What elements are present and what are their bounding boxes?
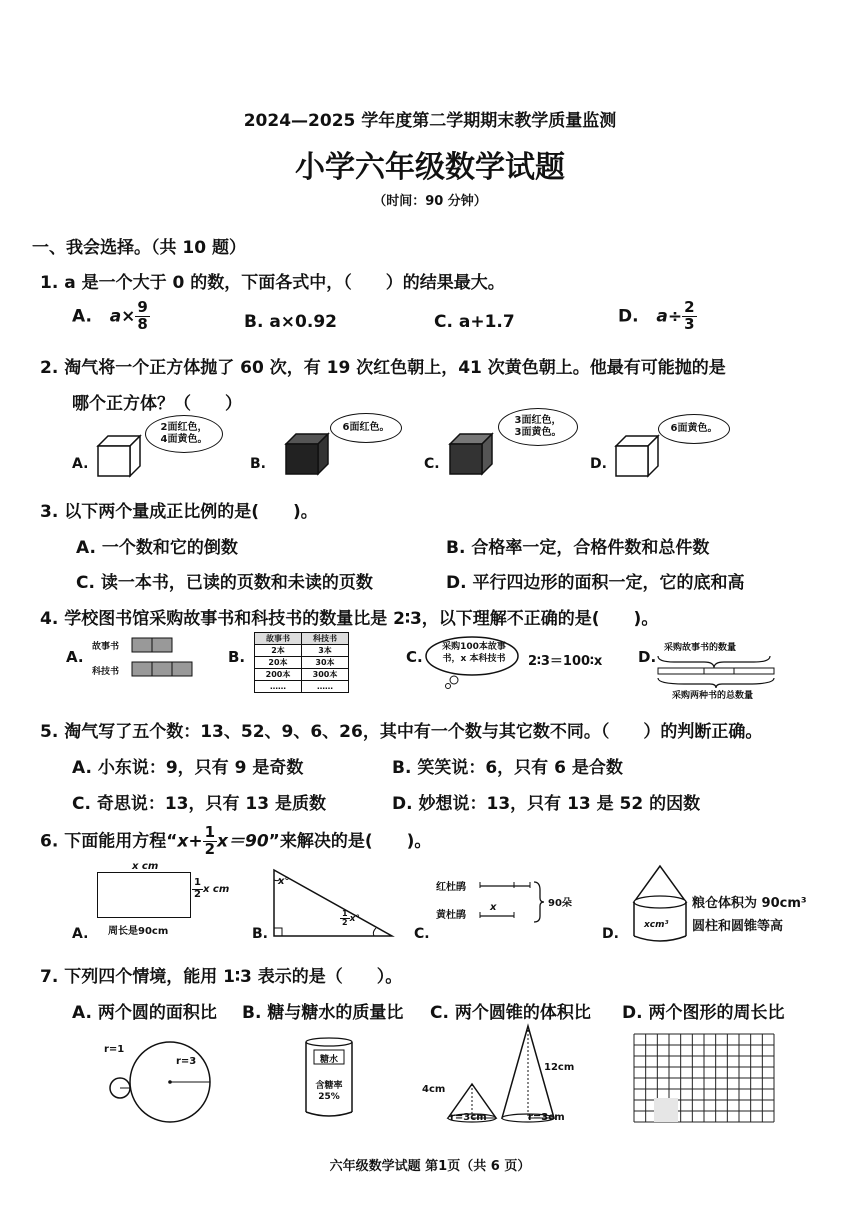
q4-c-equation: 2∶3＝100∶x bbox=[528, 654, 603, 669]
two-cones-icon bbox=[440, 1022, 590, 1126]
q6-d-line1: 粮仓体积为 90cm³ bbox=[692, 896, 807, 911]
table-cell: 科技书 bbox=[302, 633, 349, 645]
q2-c-bubble-line1: 3面红色， bbox=[514, 415, 562, 426]
q2-a-speech-bubble bbox=[145, 415, 223, 453]
table-cell: 30本 bbox=[302, 657, 349, 669]
q1-option-d bbox=[618, 300, 697, 333]
q7-cup-line1: 含糖率 bbox=[315, 1081, 343, 1091]
q4-c-cloud-line1: 采购100本故事 bbox=[442, 642, 506, 652]
q2-b-speech-bubble: 6面红色。 bbox=[330, 413, 402, 443]
q7-large-cone-height: 12cm bbox=[544, 1062, 575, 1073]
q1-a-numerator: 9 bbox=[137, 298, 148, 316]
q7-cup-line2: 25% bbox=[318, 1092, 340, 1102]
question-7-stem: 7. 下列四个情境，能用 1∶3 表示的是（ ）。 bbox=[40, 967, 403, 987]
q6-b-denominator: 2 bbox=[342, 918, 348, 928]
question-3-stem: 3. 以下两个量成正比例的是( )。 bbox=[40, 502, 318, 522]
table-cell: …… bbox=[302, 681, 349, 693]
q1-d-denominator: 3 bbox=[684, 314, 695, 333]
q6-c-red-label: 红杜鹃 bbox=[436, 882, 466, 893]
table-cell: 200本 bbox=[255, 669, 302, 681]
table-cell: 20本 bbox=[255, 657, 302, 669]
q6-stem-pre: 6. 下面能用方程“ bbox=[40, 831, 178, 852]
q7-large-radius: r=3 bbox=[176, 1056, 197, 1067]
q3-option-c: C. 读一本书，已读的页数和未读的页数 bbox=[76, 573, 373, 593]
q7-option-d: D. 两个图形的周长比 bbox=[622, 1003, 785, 1023]
q1-option-a bbox=[72, 300, 150, 333]
exam-main-title: 小学六年级数学试题 bbox=[295, 150, 565, 185]
table-row bbox=[255, 681, 349, 693]
q6-a-rectangle bbox=[97, 872, 191, 918]
question-1-stem: 1. a 是一个大于 0 的数，下面各式中，（ ）的结果最大。 bbox=[40, 273, 505, 293]
q6-eq-rest: x＝90 bbox=[217, 831, 269, 852]
q4-b-table-wrap bbox=[254, 632, 349, 693]
q6-c-yellow-label: 黄杜鹃 bbox=[436, 910, 466, 921]
q3-option-a: A. 一个数和它的倒数 bbox=[76, 538, 238, 558]
q6-eq-denominator: 2 bbox=[204, 839, 216, 858]
q6-a-side-numerator: 1 bbox=[194, 877, 201, 888]
q4-a-story-label: 故事书 bbox=[92, 642, 120, 652]
q4-a-bar-diagram bbox=[130, 636, 200, 680]
q6-option-c-label: C. bbox=[414, 926, 430, 942]
q7-small-cone-height: 4cm bbox=[422, 1084, 446, 1095]
q1-option-b: B. a×0.92 bbox=[244, 312, 337, 332]
red-cube-icon bbox=[284, 432, 330, 476]
q7-small-cone-radius: r=3cm bbox=[450, 1112, 487, 1123]
q6-b-angle-bottom bbox=[340, 910, 360, 928]
q4-c-cloud-text bbox=[428, 642, 520, 665]
q4-d-segment-diagram bbox=[654, 650, 780, 690]
q1-option-a-label: A. bbox=[72, 306, 92, 327]
q2-a-bubble-line2: 4面黄色。 bbox=[160, 434, 208, 445]
q4-option-a-label: A. bbox=[66, 648, 84, 666]
q4-option-c-label: C. bbox=[406, 648, 423, 666]
q5-option-b: B. 笑笑说：6，只有 6 是合数 bbox=[392, 758, 623, 778]
q7-large-cone-radius: r=3cm bbox=[528, 1112, 565, 1123]
table-row bbox=[255, 657, 349, 669]
q5-option-c: C. 奇思说：13，只有 13 是质数 bbox=[72, 794, 327, 814]
q1-a-denominator: 8 bbox=[137, 314, 148, 333]
q4-d-top-label: 采购故事书的数量 bbox=[664, 643, 737, 653]
q2-option-c-label: C. bbox=[424, 456, 440, 472]
section-title: 一、我会选择。（共 10 题） bbox=[32, 238, 246, 258]
mixed-cube-icon bbox=[448, 432, 494, 476]
q6-b-numerator: 1 bbox=[342, 909, 348, 918]
q4-b-table bbox=[254, 632, 349, 693]
q2-c-speech-bubble bbox=[498, 408, 578, 446]
question-4-stem: 4. 学校图书馆采购故事书和科技书的数量比是 2∶3，以下理解不正确的是( )。 bbox=[40, 609, 659, 629]
q5-option-a: A. 小东说：9，只有 9 是奇数 bbox=[72, 758, 304, 778]
q2-option-a-label: A. bbox=[72, 456, 89, 472]
q4-option-d-label: D. bbox=[638, 648, 657, 666]
square-grid-icon bbox=[630, 1030, 780, 1130]
q2-option-d-label: D. bbox=[590, 456, 607, 472]
yellow-cube-icon bbox=[614, 434, 660, 478]
q7-option-c: C. 两个圆锥的体积比 bbox=[430, 1003, 591, 1023]
q7-option-a: A. 两个圆的面积比 bbox=[72, 1003, 217, 1023]
white-cube-icon bbox=[96, 434, 142, 478]
q1-d-numerator: 2 bbox=[684, 298, 695, 316]
q6-option-d-label: D. bbox=[602, 926, 619, 942]
table-row bbox=[255, 633, 349, 645]
q2-d-speech-bubble: 6面黄色。 bbox=[658, 414, 730, 444]
q4-d-bottom-label: 采购两种书的总数量 bbox=[672, 691, 754, 701]
q4-a-tech-label: 科技书 bbox=[92, 667, 120, 677]
q6-option-b-label: B. bbox=[252, 926, 268, 942]
q6-stem-post: ”来解决的是( )。 bbox=[268, 831, 432, 852]
q6-eq-numerator: 1 bbox=[204, 823, 216, 841]
q6-a-side-label bbox=[192, 878, 229, 900]
q3-option-b: B. 合格率一定，合格件数和总件数 bbox=[446, 538, 710, 558]
q6-c-total-label: 90朵 bbox=[548, 898, 572, 909]
q1-option-d-label: D. bbox=[618, 306, 639, 327]
question-6-stem bbox=[40, 825, 431, 858]
q6-d-line2: 圆柱和圆锥等高 bbox=[692, 919, 784, 934]
question-5-stem: 5. 淘气写了五个数：13、52、9、6、26，其中有一个数与其它数不同。（ ）的判断正确。 bbox=[40, 722, 763, 742]
q6-a-side-text: x cm bbox=[202, 883, 230, 895]
question-2-stem-line2: 哪个正方体？（ ） bbox=[72, 394, 242, 414]
q6-b-angle-top: x° bbox=[278, 876, 290, 887]
q1-option-a-expr: a× bbox=[109, 306, 136, 327]
granary-icon bbox=[628, 862, 692, 946]
q6-option-a-label: A. bbox=[72, 926, 89, 942]
q6-a-side-denominator: 2 bbox=[194, 888, 201, 900]
q2-a-bubble-line1: 2面红色， bbox=[160, 422, 208, 433]
q7-cup-title: 糖水 bbox=[319, 1055, 338, 1065]
table-cell: 3本 bbox=[302, 645, 349, 657]
table-cell: 2本 bbox=[255, 645, 302, 657]
q6-c-x-label: x bbox=[490, 902, 497, 913]
table-row bbox=[255, 669, 349, 681]
q1-option-d-expr: a÷ bbox=[656, 306, 683, 327]
q2-option-b-label: B. bbox=[250, 456, 266, 472]
q6-eq-x: x+ bbox=[177, 831, 203, 852]
exam-top-title: 2024—2025 学年度第二学期期末教学质量监测 bbox=[243, 111, 617, 131]
table-cell: …… bbox=[255, 681, 302, 693]
q5-option-d: D. 妙想说：13，只有 13 是 52 的因数 bbox=[392, 794, 701, 814]
q3-option-d: D. 平行四边形的面积一定，它的底和高 bbox=[446, 573, 745, 593]
q6-b-angle-bottom-text: x° bbox=[349, 913, 360, 924]
q6-d-inner-label: xcm³ bbox=[644, 920, 669, 930]
question-2-stem-line1: 2. 淘气将一个正方体抛了 60 次，有 19 次红色朝上，41 次黄色朝上。他最有可能抛的是 bbox=[40, 358, 726, 378]
q7-option-b: B. 糖与糖水的质量比 bbox=[242, 1003, 404, 1023]
q6-a-caption: 周长是90cm bbox=[108, 926, 169, 937]
q7-small-radius: r=1 bbox=[104, 1044, 125, 1055]
q6-a-top-label: x cm bbox=[132, 861, 159, 872]
table-cell: 300本 bbox=[302, 669, 349, 681]
q4-c-cloud-line2: 书，x 本科技书 bbox=[442, 653, 506, 664]
table-row bbox=[255, 645, 349, 657]
page-footer: 六年级数学试题 第1页（共 6 页） bbox=[329, 1159, 531, 1174]
q2-c-bubble-line2: 3面黄色。 bbox=[514, 427, 562, 438]
q4-option-b-label: B. bbox=[228, 648, 246, 666]
table-cell: 故事书 bbox=[255, 633, 302, 645]
exam-time-note: （时间：90 分钟） bbox=[373, 194, 487, 209]
q1-option-c: C. a+1.7 bbox=[434, 312, 515, 332]
q6-c-segment-diagram bbox=[478, 876, 544, 928]
